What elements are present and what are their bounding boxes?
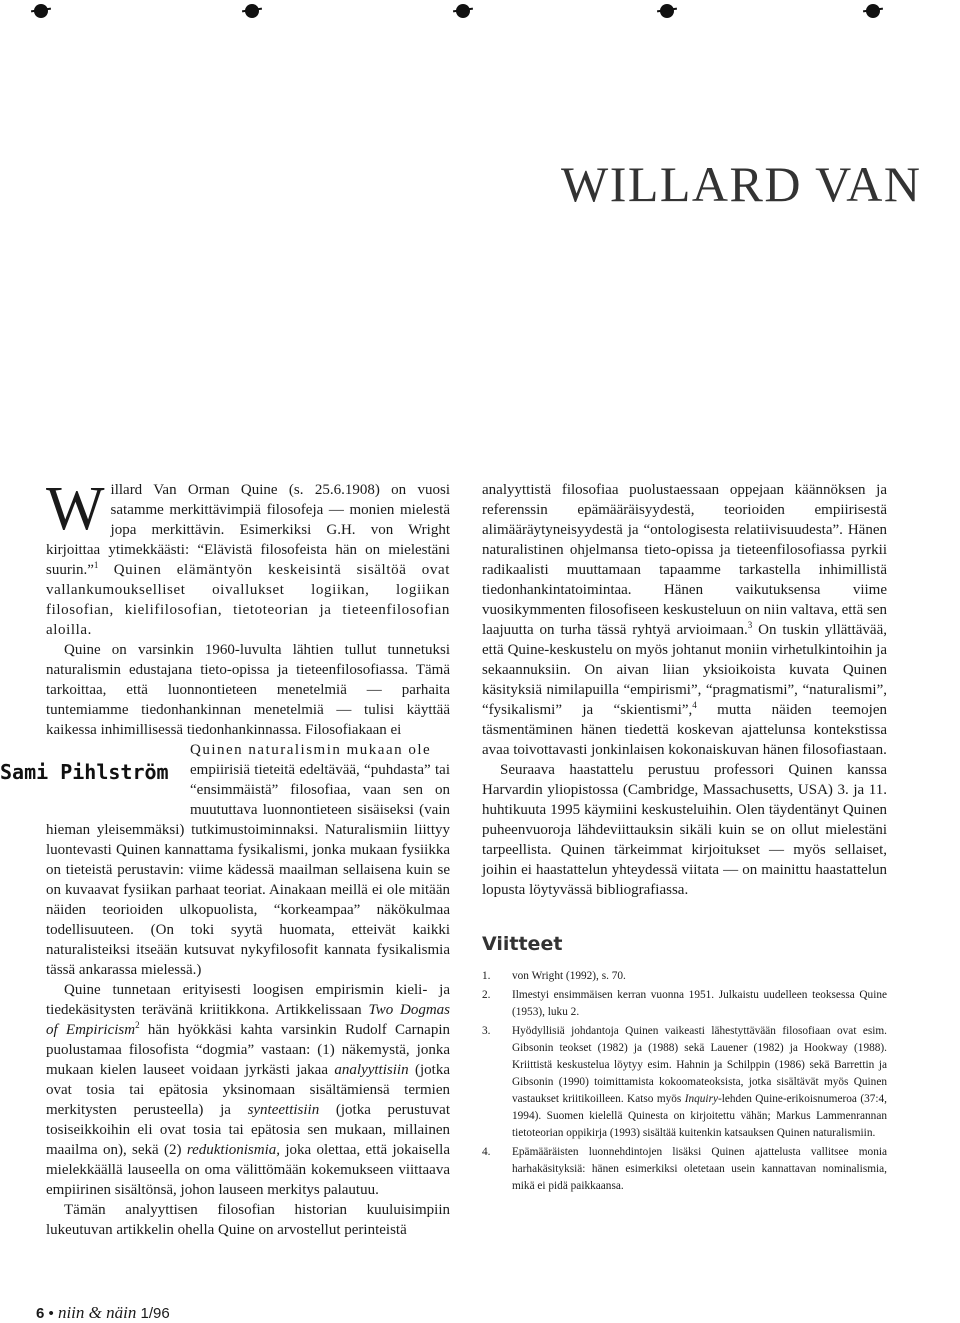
- ink-blot: [866, 4, 880, 18]
- footnote-ref: 3: [747, 620, 753, 630]
- ink-blot: [34, 4, 48, 18]
- ink-blot: [456, 4, 470, 18]
- magazine-name: niin & näin: [57, 1303, 137, 1322]
- ink-blot: [245, 4, 259, 18]
- page-footer: [36, 1303, 170, 1323]
- paragraph-history: Tämän analyyttisen filosofian historian kuuluisimpiin lukeutuvan artikkelin ohella Quine on arvostellut perinteistä: [46, 1202, 450, 1238]
- right-column: [482, 480, 887, 1197]
- left-column: [46, 475, 450, 1240]
- ink-blot: [660, 4, 674, 18]
- issue-number: 1/96: [140, 1305, 170, 1322]
- paragraph-intro: Willard Van Orman Quine (s. 25.6.1908) on vuosi satamme merkittävimpiä filosofeja — monien mielestä jopa merkittävin. Esimerkiksi G.H. von Wright kirjoittaa ytimekkäästi: “Elävistä filosofeista hän on mielestäni suurin.”$^1$ Quinen elämäntyön keskeisintä sisältöä ovat vallankumoukselliset oivallukset logiikan, logiikan filosofian, kielifilosofian, tietoteorian ja tieteenfilosofian aloilla.: [46, 475, 450, 638]
- paragraph-dogmas: Quine tunnetaan erityisesti loogisen empirismin kieli- ja tiedekäsitysten terävänä kriitikkona. Artikkelissaan Two Dogmas of Empiricism$^2$ hän hyökkäsi kahta varsinkin Rudolf Carnapin puolustamaa filosofista “dogmia” vastaan: (1) näkemystä, jonka mukaan kielen lauseet voidaan jyrkästi jakaa analyyttisiin (jotka ovat tosia tai epätosia yksinomaan sisältämiensä termien merkitysten perusteella) ja synteettisiin (jotka perustuvat tosiseikkoihin eli ovat tosia tai epätosia sen mukaan, millainen maailma on), sekä (2) reduktionismia, joka olettaa, että jokaisella mielekkäällä lauseella on oma välittömään kokemukseen viittaava empiirinen sisältönsä, johon lauseen merkitys palautuu.: [46, 982, 450, 1198]
- reference-item: 4. Epämääräisten luonnehdintojen lisäksi Quinen ajattelusta vallitsee monia harhakäsityksiä: hänen esimerkiksi oletetaan usein kannattavan nominalismia, mikä ei pidä paikkaansa.: [482, 1146, 887, 1192]
- reference-item: 3. Hyödyllisiä johdantoja Quinen vaikeasti lähestyttävään filosofiaan ovat esim. Gibsonin teokset (1982) ja (1988) sekä Lauener (1982) ja Hookway (1988). Kriittistä keskustelua löytyy esim. Hahnin ja Schilppin (1986) sekä Barrettin ja Gibsonin (1990) toimittamista kokoomateoksista, jotka sisältävät myös Quinen vastaukset kriitikoilleen. Katso myös Inquiry-lehden Quine-erikoisnumeroa (37:4, 1994). Suomen kielellä Quinesta on kirjoitettu vähän; Markus Lammenrannan tietoteorian oppikirja (1993) sisältää kuitenkin katsauksen Quinen naturalismiin.: [482, 1025, 887, 1139]
- paragraph-continuation: analyyttistä filosofiaa puolustaessaan oppejaan käännöksen ja referenssin epämääräisyydestä, teorioiden empiirisestä alimääräytyneisyydestä ja “ontologisesta relatiivisuudesta”. Hänen naturalistinen ohjelmansa tieto-opissa ja tieteenfilosofiassa pyrkii radikaalisti muuttamaan tapaamme tarkastella inhimillistä tiedonhankintatoimintaa. Hänen vaikutuksensa viime vuosikymmenten filosofiseen keskusteluun on niin valtava, että sen laajuutta on turha tässä ryhtyä arvioimaan.$^3$ On tuskin yllättävää, että Quine-keskustelu on myös johtanut moniin virhetulkintoihin ja sekaannuksiin. On aivan liian yksioikoista kuvata Quinen käsityksiä nimilapuilla “empirismi”, “pragmatismi”, “naturalismi”, “fysikalismi” ja “skientismi”,$^4$ mutta näiden teemojen täsmentäminen hänen tiedettä koskevan ajattelunsa kontekstissa avaa toivottavasti jonkinlaisen kokonaiskuvan hänen filosofiastaan.: [482, 482, 887, 758]
- reference-item: 2. Ilmestyi ensimmäisen kerran vuonna 1951. Julkaistu uudelleen teoksessa Quine (1953), luku 2.: [482, 989, 887, 1018]
- paragraph-interview: Seuraava haastattelu perustuu professori Quinen kanssa Harvardin yliopistossa (Cambridge, Massachusetts, USA) 3. ja 11. huhtikuuta 1995 käymiini keskusteluihin. Olen täydentänyt Quinen puheenvuoroja lähdeviittauksin sikäli kuin se on ollut mielestäni tarpeellista. Quinen tärkeimmat kirjoitukset — myös sellaiset, joihin ei haastattelun yhteydessä viitata — on mainittu haastattelun lopusta löytyvässä bibliografiassa.: [482, 762, 887, 898]
- page-number: 6: [36, 1305, 45, 1322]
- author-name: Sami Pihlström: [0, 760, 169, 784]
- references-list: [482, 968, 887, 1195]
- reference-item: 1. von Wright (1992), s. 70.: [482, 970, 626, 982]
- author-gap: Quinen naturalismin mukaan ole empiirisiä tieteitä edeltävää, “puhdasta” tai “ensimmäistä” filosofiaa, vaan sen on muututtava luonnontieteen sisäiseksi (vain hieman yleisemmäksi) tutkimustoiminnaksi. Naturalismiin liittyy luontevasti Quinen kannattama fysikalismi, jonka mukaan fysiikka on tieteistä perustavin: viime kädessä maailman sellaisena kuin se on kuvaavat fysiikan parhaat teoriat. Ainakaan meillä ei ole mitään näiden teorioiden ulkopuolista, “korkeampaa” näkökulmaa todellisuuteen. (On toki syytä huomata, etteivät kaikki naturalisteiksi itseään kutsuvat nykyfilosofit kannata fysikalismia tässä ankarassa mielessä.): [46, 742, 450, 978]
- references-heading: Viitteet: [482, 933, 563, 955]
- footnote-ref: 4: [692, 700, 697, 710]
- paragraph-naturalism: Quine on varsinkin 1960-luvulta lähtien tullut tunnetuksi naturalismin edustajana tieto-opissa ja tieteenfilosofiassa. Tämä tarkoittaa, että luonnontieteen menetelmiä — parhaita tuntemiamme tiedonhankinnan menetelmiä — tulisi käyttää kaikessa inhimillisessä tiedonhankinnassa. Filosofiakaan ei: [46, 642, 450, 738]
- article-title: WILLARD VAN: [561, 156, 922, 212]
- footnote-ref: 1: [93, 560, 99, 570]
- footnote-ref: 2: [135, 1020, 140, 1030]
- drop-cap: W: [46, 475, 105, 543]
- footer-bullet: •: [48, 1305, 54, 1322]
